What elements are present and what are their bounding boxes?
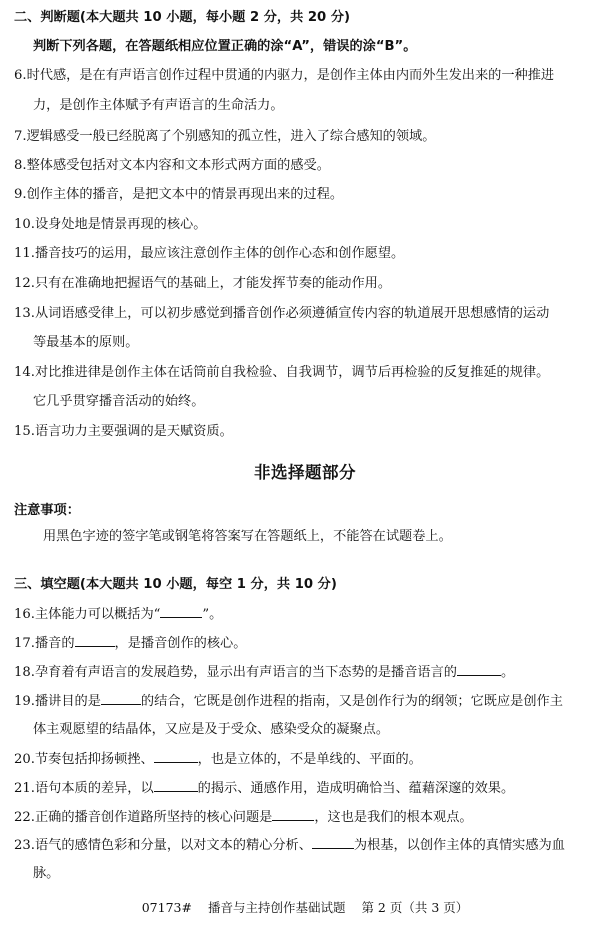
question-13-line-2: 等最基本的原则。 [33,335,139,350]
question-11: 11.播音技巧的运用，最应该注意创作主体的创作心态和创作愿望。 [14,246,405,261]
question-21 [14,779,514,798]
answer-blank-17 [75,634,115,647]
judgment-instruction: 判断下列各题，在答题纸相应位置正确的涂“A”，错误的涂“B”。 [33,39,417,54]
answer-blank-16 [160,605,202,618]
question-20 [14,750,422,769]
question-19-before: 19.播讲目的是 [14,694,101,709]
question-21-after: 的揭示、通感作用，造成明确恰当、蕴藉深邃的效果。 [197,781,515,796]
answer-blank-23 [312,836,354,849]
question-14-line-1: 14.对比推进律是创作主体在话筒前自我检验、自我调节，调节后再检验的反复推延的规律。 [14,365,550,380]
judgment-section-header: 二、判断题(本大题共 10 小题，每小题 2 分，共 20 分) [14,10,351,25]
answer-blank-18 [457,663,501,676]
question-16-before: 16.主体能力可以概括为“ [14,607,161,622]
question-23-line-1 [14,836,565,855]
question-16 [14,605,222,624]
question-22-after: ，这也是我们的根本观点。 [314,810,473,825]
exam-code: 07173# [141,900,192,915]
question-17-before: 17.播音的 [14,636,75,651]
answer-blank-19 [101,692,141,705]
question-6-line-2: 力，是创作主体赋予有声语言的生命活力。 [33,98,284,113]
notice-text: 用黑色字迹的签字笔或钢笔将答案写在答题纸上，不能答在试题卷上。 [43,529,452,544]
question-18 [14,663,514,682]
question-6-line-1: 6.时代感，是在有声语言创作过程中贯通的内驱力，是创作主体由内而外生发出来的一种推进 [14,68,555,83]
question-20-before: 20.节奏包括抑扬顿挫、 [14,752,154,767]
question-18-before: 18.孕育着有声语言的发展趋势，显示出有声语言的当下态势的是播音语言的 [14,665,457,680]
answer-blank-22 [272,808,314,821]
question-19-line-1 [14,692,563,711]
question-17 [14,634,246,653]
question-22-before: 22.正确的播音创作道路所坚持的核心问题是 [14,810,273,825]
question-23-line-2: 脉。 [33,866,60,881]
exam-title: 播音与主持创作基础试题 [207,900,346,915]
non-choice-part-title: 非选择题部分 [254,463,356,482]
question-15: 15.语言功力主要强调的是天赋资质。 [14,424,233,439]
question-17-after: ，是播音创作的核心。 [114,636,247,651]
page-footer [0,900,610,916]
question-19-line-2: 体主观愿望的结晶体，又应是及于受众、感染受众的凝聚点。 [33,722,390,737]
question-23-after: 为根基，以创作主体的真情实感为血 [353,838,565,853]
question-12: 12.只有在准确地把握语气的基础上，才能发挥节奏的能动作用。 [14,276,392,291]
question-14-line-2: 它几乎贯穿播音活动的始终。 [33,394,205,409]
answer-blank-20 [154,750,198,763]
question-13-line-1: 13.从词语感受律上，可以初步感觉到播音创作必须遵循宣传内容的轨道展开思想感情的运动 [14,306,550,321]
question-9: 9.创作主体的播音，是把文本中的情景再现出来的过程。 [14,187,344,202]
page-number: 第 2 页（共 3 页） [361,900,469,915]
question-10: 10.设身处地是情景再现的核心。 [14,217,207,232]
question-16-after: ”。 [202,607,223,622]
question-23-before: 23.语气的感情色彩和分量，以对文本的精心分析、 [14,838,312,853]
fill-section-header: 三、填空题(本大题共 10 小题，每空 1 分，共 10 分) [14,577,337,592]
question-7: 7.逻辑感受一般已经脱离了个别感知的孤立性，进入了综合感知的领域。 [14,129,436,144]
notice-title: 注意事项： [14,503,80,518]
answer-blank-21 [154,779,198,792]
question-22 [14,808,473,827]
question-19-after: 的结合，它既是创作进程的指南，又是创作行为的纲领；它既应是创作主 [140,694,563,709]
question-8: 8.整体感受包括对文本内容和文本形式两方面的感受。 [14,158,330,173]
question-18-after: 。 [500,665,515,680]
question-20-after: ，也是立体的，不是单线的、平面的。 [197,752,422,767]
question-21-before: 21.语句本质的差异，以 [14,781,154,796]
